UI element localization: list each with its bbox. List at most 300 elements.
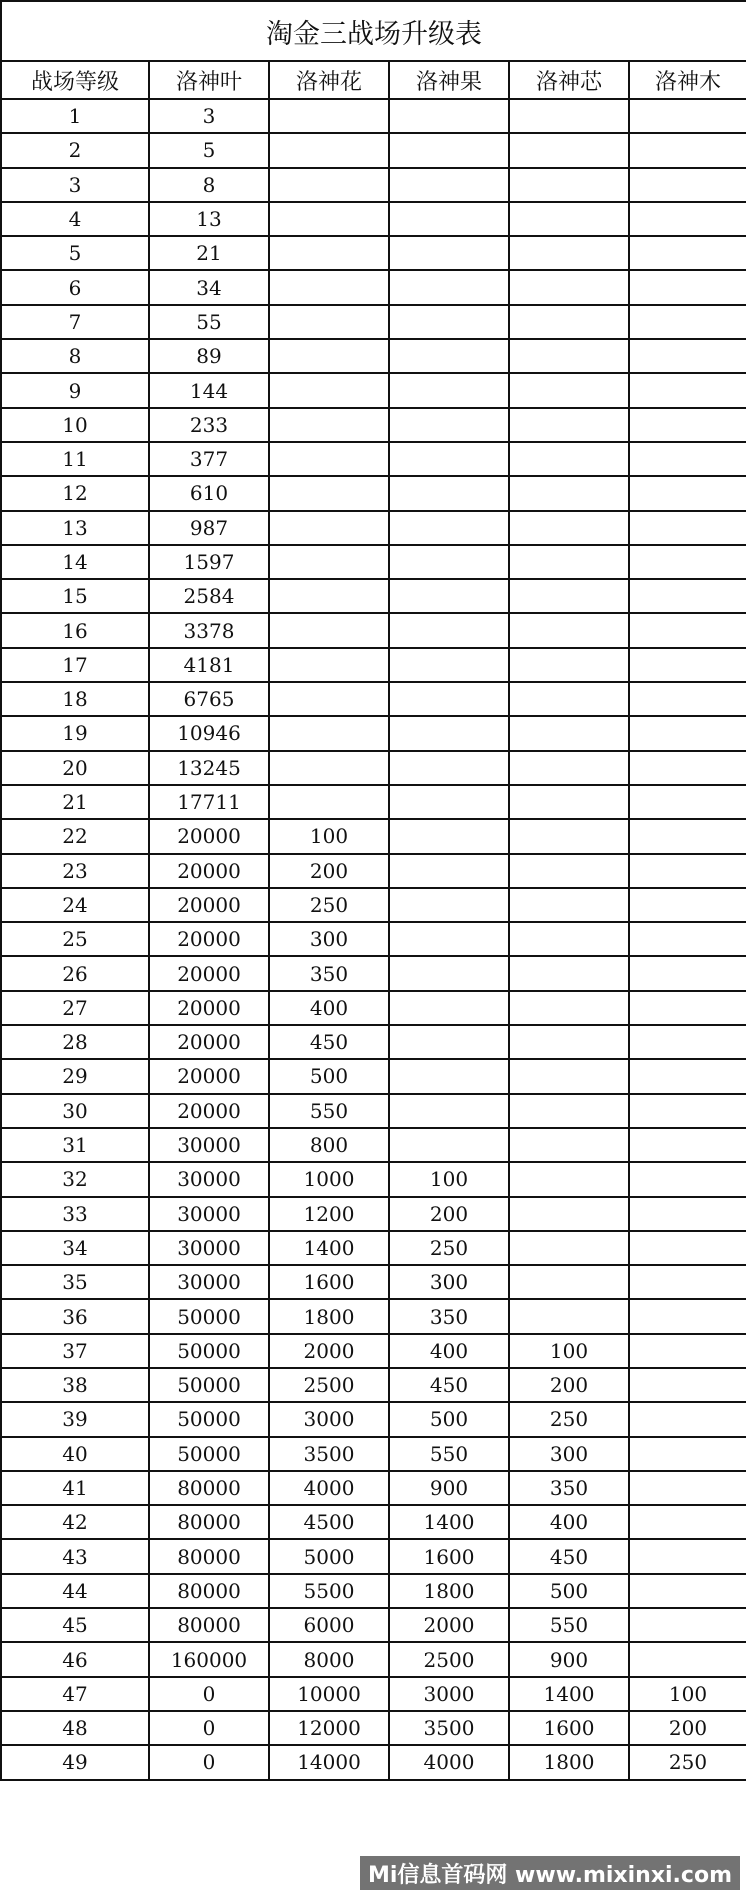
cell-level: 35 <box>1 1265 149 1299</box>
cell-wood <box>629 1162 746 1196</box>
cell-fruit: 1400 <box>389 1505 509 1539</box>
cell-wood <box>629 1574 746 1608</box>
cell-core <box>509 648 629 682</box>
cell-fruit: 900 <box>389 1471 509 1505</box>
cell-wood <box>629 751 746 785</box>
cell-leaf: 80000 <box>149 1539 269 1573</box>
cell-flower <box>269 751 389 785</box>
cell-wood <box>629 854 746 888</box>
table-row <box>1 1539 746 1573</box>
cell-wood <box>629 1505 746 1539</box>
table-row <box>1 1094 746 1128</box>
cell-core <box>509 1128 629 1162</box>
cell-leaf: 34 <box>149 270 269 304</box>
cell-wood <box>629 1197 746 1231</box>
cell-flower <box>269 545 389 579</box>
cell-wood <box>629 956 746 990</box>
cell-leaf: 377 <box>149 442 269 476</box>
cell-fruit: 3500 <box>389 1711 509 1745</box>
cell-fruit: 200 <box>389 1197 509 1231</box>
cell-leaf: 20000 <box>149 1059 269 1093</box>
cell-core <box>509 682 629 716</box>
table-row <box>1 991 746 1025</box>
table-row <box>1 99 746 133</box>
cell-flower: 100 <box>269 819 389 853</box>
cell-level: 13 <box>1 511 149 545</box>
cell-flower: 450 <box>269 1025 389 1059</box>
cell-flower: 14000 <box>269 1745 389 1779</box>
cell-flower <box>269 202 389 236</box>
cell-wood: 100 <box>629 1677 746 1711</box>
cell-core: 550 <box>509 1608 629 1642</box>
cell-leaf: 50000 <box>149 1334 269 1368</box>
cell-wood <box>629 305 746 339</box>
cell-fruit <box>389 408 509 442</box>
cell-leaf: 80000 <box>149 1574 269 1608</box>
cell-leaf: 610 <box>149 476 269 510</box>
cell-core <box>509 956 629 990</box>
cell-flower: 3500 <box>269 1437 389 1471</box>
cell-wood <box>629 545 746 579</box>
cell-leaf: 50000 <box>149 1437 269 1471</box>
cell-level: 9 <box>1 373 149 407</box>
cell-leaf: 3 <box>149 99 269 133</box>
table-row <box>1 1197 746 1231</box>
cell-flower: 10000 <box>269 1677 389 1711</box>
cell-fruit <box>389 1128 509 1162</box>
table-row <box>1 1231 746 1265</box>
cell-leaf: 17711 <box>149 785 269 819</box>
cell-fruit <box>389 922 509 956</box>
cell-fruit: 450 <box>389 1368 509 1402</box>
cell-fruit <box>389 1094 509 1128</box>
cell-level: 32 <box>1 1162 149 1196</box>
cell-level: 2 <box>1 133 149 167</box>
cell-level: 46 <box>1 1642 149 1676</box>
cell-leaf: 30000 <box>149 1265 269 1299</box>
cell-fruit <box>389 133 509 167</box>
cell-core <box>509 819 629 853</box>
cell-level: 40 <box>1 1437 149 1471</box>
cell-core <box>509 476 629 510</box>
table-row <box>1 305 746 339</box>
cell-fruit: 100 <box>389 1162 509 1196</box>
cell-leaf: 30000 <box>149 1162 269 1196</box>
cell-fruit <box>389 648 509 682</box>
cell-fruit <box>389 888 509 922</box>
cell-core: 400 <box>509 1505 629 1539</box>
cell-fruit <box>389 373 509 407</box>
cell-wood <box>629 133 746 167</box>
cell-core <box>509 442 629 476</box>
cell-core <box>509 613 629 647</box>
cell-level: 7 <box>1 305 149 339</box>
table-row <box>1 1711 746 1745</box>
cell-leaf: 3378 <box>149 613 269 647</box>
cell-core <box>509 1231 629 1265</box>
table-row <box>1 511 746 545</box>
cell-level: 12 <box>1 476 149 510</box>
cell-core <box>509 133 629 167</box>
cell-wood <box>629 511 746 545</box>
cell-leaf: 80000 <box>149 1471 269 1505</box>
table-row <box>1 579 746 613</box>
cell-leaf: 0 <box>149 1677 269 1711</box>
table-row <box>1 854 746 888</box>
cell-leaf: 50000 <box>149 1299 269 1333</box>
cell-flower: 4500 <box>269 1505 389 1539</box>
cell-fruit <box>389 579 509 613</box>
cell-core: 350 <box>509 1471 629 1505</box>
cell-leaf: 30000 <box>149 1231 269 1265</box>
cell-fruit: 300 <box>389 1265 509 1299</box>
cell-core: 500 <box>509 1574 629 1608</box>
cell-wood <box>629 1608 746 1642</box>
cell-leaf: 20000 <box>149 819 269 853</box>
cell-flower: 1200 <box>269 1197 389 1231</box>
cell-flower <box>269 648 389 682</box>
table-row <box>1 1745 746 1779</box>
table-row <box>1 1642 746 1676</box>
cell-flower <box>269 579 389 613</box>
cell-flower <box>269 168 389 202</box>
cell-level: 48 <box>1 1711 149 1745</box>
cell-core <box>509 922 629 956</box>
cell-level: 20 <box>1 751 149 785</box>
cell-core <box>509 716 629 750</box>
cell-wood <box>629 613 746 647</box>
table-row <box>1 236 746 270</box>
cell-wood: 250 <box>629 1745 746 1779</box>
cell-fruit <box>389 545 509 579</box>
cell-leaf: 144 <box>149 373 269 407</box>
cell-flower: 400 <box>269 991 389 1025</box>
cell-wood <box>629 168 746 202</box>
cell-wood <box>629 716 746 750</box>
cell-wood <box>629 1402 746 1436</box>
cell-fruit: 400 <box>389 1334 509 1368</box>
cell-core: 1800 <box>509 1745 629 1779</box>
header-flower: 洛神花 <box>269 61 389 99</box>
cell-core <box>509 511 629 545</box>
cell-leaf: 13245 <box>149 751 269 785</box>
cell-leaf: 20000 <box>149 888 269 922</box>
cell-flower: 8000 <box>269 1642 389 1676</box>
watermark-text: Mi信息首码网 www.mixinxi.com <box>360 1856 740 1890</box>
cell-level: 16 <box>1 613 149 647</box>
cell-flower: 4000 <box>269 1471 389 1505</box>
cell-wood <box>629 785 746 819</box>
cell-level: 10 <box>1 408 149 442</box>
cell-wood <box>629 682 746 716</box>
cell-level: 26 <box>1 956 149 990</box>
cell-leaf: 0 <box>149 1711 269 1745</box>
table-row <box>1 922 746 956</box>
table-row <box>1 1368 746 1402</box>
cell-flower <box>269 716 389 750</box>
table-row <box>1 1162 746 1196</box>
cell-core: 250 <box>509 1402 629 1436</box>
table-row <box>1 888 746 922</box>
cell-fruit: 250 <box>389 1231 509 1265</box>
cell-wood <box>629 579 746 613</box>
cell-core <box>509 236 629 270</box>
cell-core <box>509 373 629 407</box>
table-row <box>1 1471 746 1505</box>
table-row <box>1 1677 746 1711</box>
cell-leaf: 80000 <box>149 1608 269 1642</box>
table-row <box>1 1059 746 1093</box>
cell-wood <box>629 1437 746 1471</box>
cell-wood: 200 <box>629 1711 746 1745</box>
cell-level: 19 <box>1 716 149 750</box>
cell-flower: 1800 <box>269 1299 389 1333</box>
cell-wood <box>629 202 746 236</box>
cell-core <box>509 99 629 133</box>
cell-wood <box>629 1059 746 1093</box>
table-row <box>1 545 746 579</box>
table-row <box>1 1265 746 1299</box>
table-row <box>1 339 746 373</box>
cell-level: 18 <box>1 682 149 716</box>
cell-leaf: 4181 <box>149 648 269 682</box>
cell-fruit <box>389 682 509 716</box>
cell-fruit: 350 <box>389 1299 509 1333</box>
cell-fruit <box>389 270 509 304</box>
cell-core <box>509 1265 629 1299</box>
cell-core <box>509 854 629 888</box>
cell-flower: 6000 <box>269 1608 389 1642</box>
cell-leaf: 2584 <box>149 579 269 613</box>
cell-flower: 1600 <box>269 1265 389 1299</box>
table-row <box>1 476 746 510</box>
table-row <box>1 1437 746 1471</box>
cell-fruit <box>389 442 509 476</box>
cell-level: 17 <box>1 648 149 682</box>
table-row <box>1 1402 746 1436</box>
cell-level: 34 <box>1 1231 149 1265</box>
cell-wood <box>629 1265 746 1299</box>
cell-fruit <box>389 476 509 510</box>
cell-wood <box>629 991 746 1025</box>
cell-fruit: 1800 <box>389 1574 509 1608</box>
cell-level: 4 <box>1 202 149 236</box>
cell-core: 100 <box>509 1334 629 1368</box>
table-row <box>1 682 746 716</box>
cell-wood <box>629 1368 746 1402</box>
cell-leaf: 6765 <box>149 682 269 716</box>
table-row <box>1 819 746 853</box>
cell-leaf: 50000 <box>149 1402 269 1436</box>
cell-leaf: 21 <box>149 236 269 270</box>
cell-flower: 200 <box>269 854 389 888</box>
cell-leaf: 80000 <box>149 1505 269 1539</box>
cell-level: 8 <box>1 339 149 373</box>
cell-flower: 5000 <box>269 1539 389 1573</box>
cell-level: 1 <box>1 99 149 133</box>
cell-wood <box>629 1334 746 1368</box>
cell-level: 44 <box>1 1574 149 1608</box>
cell-fruit <box>389 991 509 1025</box>
cell-fruit <box>389 716 509 750</box>
table-row <box>1 1128 746 1162</box>
cell-fruit: 2000 <box>389 1608 509 1642</box>
cell-wood <box>629 270 746 304</box>
cell-wood <box>629 1642 746 1676</box>
cell-level: 22 <box>1 819 149 853</box>
cell-level: 3 <box>1 168 149 202</box>
cell-leaf: 30000 <box>149 1128 269 1162</box>
cell-core: 300 <box>509 1437 629 1471</box>
cell-level: 25 <box>1 922 149 956</box>
table-row <box>1 716 746 750</box>
cell-core <box>509 751 629 785</box>
table-row <box>1 751 746 785</box>
table-row <box>1 1025 746 1059</box>
cell-wood <box>629 442 746 476</box>
cell-core <box>509 305 629 339</box>
cell-fruit <box>389 613 509 647</box>
table-row <box>1 1334 746 1368</box>
cell-flower <box>269 785 389 819</box>
cell-fruit <box>389 305 509 339</box>
cell-wood <box>629 1471 746 1505</box>
cell-wood <box>629 1299 746 1333</box>
cell-fruit <box>389 785 509 819</box>
cell-core <box>509 1025 629 1059</box>
cell-level: 15 <box>1 579 149 613</box>
cell-fruit <box>389 1025 509 1059</box>
cell-fruit <box>389 1059 509 1093</box>
cell-flower: 3000 <box>269 1402 389 1436</box>
cell-level: 6 <box>1 270 149 304</box>
cell-flower <box>269 408 389 442</box>
cell-leaf: 20000 <box>149 922 269 956</box>
table-row <box>1 270 746 304</box>
cell-leaf: 0 <box>149 1745 269 1779</box>
cell-flower: 2500 <box>269 1368 389 1402</box>
cell-level: 49 <box>1 1745 149 1779</box>
cell-flower <box>269 511 389 545</box>
cell-wood <box>629 99 746 133</box>
cell-flower <box>269 476 389 510</box>
cell-wood <box>629 819 746 853</box>
cell-flower <box>269 339 389 373</box>
cell-core <box>509 339 629 373</box>
cell-wood <box>629 408 746 442</box>
cell-flower: 1000 <box>269 1162 389 1196</box>
table-body <box>1 99 746 1780</box>
header-leaf: 洛神叶 <box>149 61 269 99</box>
cell-flower: 2000 <box>269 1334 389 1368</box>
cell-level: 21 <box>1 785 149 819</box>
cell-fruit <box>389 819 509 853</box>
cell-core <box>509 545 629 579</box>
cell-core <box>509 579 629 613</box>
table-row <box>1 613 746 647</box>
cell-flower <box>269 270 389 304</box>
cell-fruit: 4000 <box>389 1745 509 1779</box>
cell-fruit <box>389 236 509 270</box>
cell-leaf: 30000 <box>149 1197 269 1231</box>
table-row <box>1 202 746 236</box>
cell-core: 200 <box>509 1368 629 1402</box>
cell-leaf: 987 <box>149 511 269 545</box>
cell-fruit <box>389 99 509 133</box>
cell-leaf: 8 <box>149 168 269 202</box>
cell-core <box>509 991 629 1025</box>
cell-fruit: 2500 <box>389 1642 509 1676</box>
cell-level: 30 <box>1 1094 149 1128</box>
cell-level: 36 <box>1 1299 149 1333</box>
cell-flower: 550 <box>269 1094 389 1128</box>
cell-wood <box>629 888 746 922</box>
cell-fruit <box>389 854 509 888</box>
cell-wood <box>629 476 746 510</box>
table-row <box>1 168 746 202</box>
header-fruit: 洛神果 <box>389 61 509 99</box>
cell-core: 1400 <box>509 1677 629 1711</box>
cell-wood <box>629 1539 746 1573</box>
cell-level: 29 <box>1 1059 149 1093</box>
cell-core: 450 <box>509 1539 629 1573</box>
cell-core <box>509 1059 629 1093</box>
cell-fruit <box>389 511 509 545</box>
cell-level: 28 <box>1 1025 149 1059</box>
header-level: 战场等级 <box>1 61 149 99</box>
cell-fruit: 550 <box>389 1437 509 1471</box>
header-wood: 洛神木 <box>629 61 746 99</box>
cell-leaf: 50000 <box>149 1368 269 1402</box>
cell-fruit <box>389 751 509 785</box>
cell-level: 33 <box>1 1197 149 1231</box>
cell-leaf: 55 <box>149 305 269 339</box>
table-row <box>1 1608 746 1642</box>
cell-core: 900 <box>509 1642 629 1676</box>
cell-flower <box>269 613 389 647</box>
cell-fruit: 1600 <box>389 1539 509 1573</box>
cell-wood <box>629 1231 746 1265</box>
cell-leaf: 20000 <box>149 956 269 990</box>
cell-flower: 300 <box>269 922 389 956</box>
cell-level: 38 <box>1 1368 149 1402</box>
cell-leaf: 89 <box>149 339 269 373</box>
cell-level: 47 <box>1 1677 149 1711</box>
cell-flower <box>269 236 389 270</box>
cell-level: 31 <box>1 1128 149 1162</box>
cell-core <box>509 1162 629 1196</box>
cell-wood <box>629 339 746 373</box>
table-row <box>1 648 746 682</box>
cell-fruit: 3000 <box>389 1677 509 1711</box>
cell-core <box>509 1299 629 1333</box>
cell-level: 43 <box>1 1539 149 1573</box>
cell-core <box>509 168 629 202</box>
table-row <box>1 373 746 407</box>
cell-wood <box>629 922 746 956</box>
cell-level: 11 <box>1 442 149 476</box>
table-row <box>1 785 746 819</box>
cell-flower <box>269 99 389 133</box>
cell-flower: 500 <box>269 1059 389 1093</box>
cell-fruit <box>389 339 509 373</box>
cell-core <box>509 1094 629 1128</box>
table-title: 淘金三战场升级表 <box>1 1 746 61</box>
cell-leaf: 20000 <box>149 1094 269 1128</box>
cell-level: 14 <box>1 545 149 579</box>
cell-leaf: 10946 <box>149 716 269 750</box>
cell-fruit <box>389 202 509 236</box>
